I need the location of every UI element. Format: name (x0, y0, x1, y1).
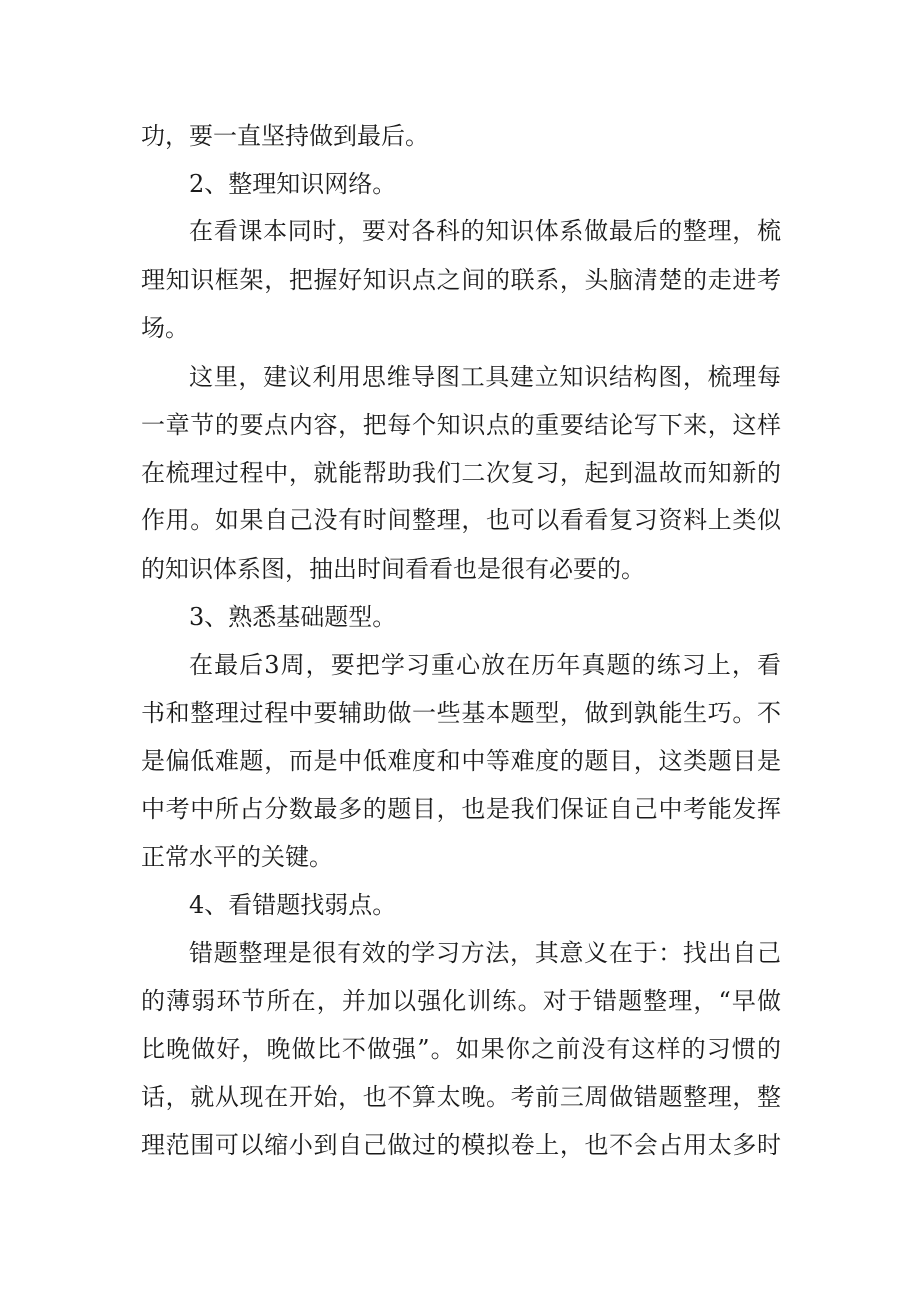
paragraph-line: 话，就从现在开始，也不算太晚。考前三周做错题整理，整 (141, 1083, 781, 1111)
section-heading: 4、看错题找弱点。 (189, 891, 397, 919)
paragraph-line: 理知识框架，把握好知识点之间的联系，头脑清楚的走进考 (141, 266, 781, 294)
paragraph-line: 场。 (141, 314, 189, 342)
paragraph-line: 的薄弱环节所在，并加以强化训练。对于错题整理，“早做 (141, 987, 781, 1015)
paragraph-line: 理范围可以缩小到自己做过的模拟卷上，也不会占用太多时 (141, 1131, 781, 1159)
paragraph-line: 在梳理过程中，就能帮助我们二次复习，起到温故而知新的 (141, 459, 781, 487)
paragraph-line: 功，要一直坚持做到最后。 (141, 122, 429, 150)
paragraph-line: 的知识体系图，抽出时间看看也是很有必要的。 (141, 555, 645, 583)
paragraph-line: 是偏低难题，而是中低难度和中等难度的题目，这类题目是 (141, 747, 781, 775)
section-heading: 3、熟悉基础题型。 (189, 603, 397, 631)
paragraph-line: 在最后3周，要把学习重心放在历年真题的练习上，看 (189, 651, 781, 679)
paragraph-line: 这里，建议利用思维导图工具建立知识结构图，梳理每 (189, 363, 781, 391)
paragraph-line: 比晚做好，晚做比不做强”。如果你之前没有这样的习惯的 (141, 1035, 781, 1063)
paragraph-line: 中考中所占分数最多的题目，也是我们保证自己中考能发挥 (141, 795, 781, 823)
paragraph-line: 一章节的要点内容，把每个知识点的重要结论写下来，这样 (141, 411, 781, 439)
paragraph-line: 在看课本同时，要对各科的知识体系做最后的整理，梳 (189, 217, 781, 245)
paragraph-line: 正常水平的关键。 (141, 843, 333, 871)
section-heading: 2、整理知识网络。 (189, 170, 397, 198)
paragraph-line: 书和整理过程中要辅助做一些基本题型，做到孰能生巧。不 (141, 699, 781, 727)
paragraph-line: 作用。如果自己没有时间整理，也可以看看复习资料上类似 (141, 506, 781, 534)
paragraph-line: 错题整理是很有效的学习方法，其意义在于：找出自己 (189, 939, 781, 967)
